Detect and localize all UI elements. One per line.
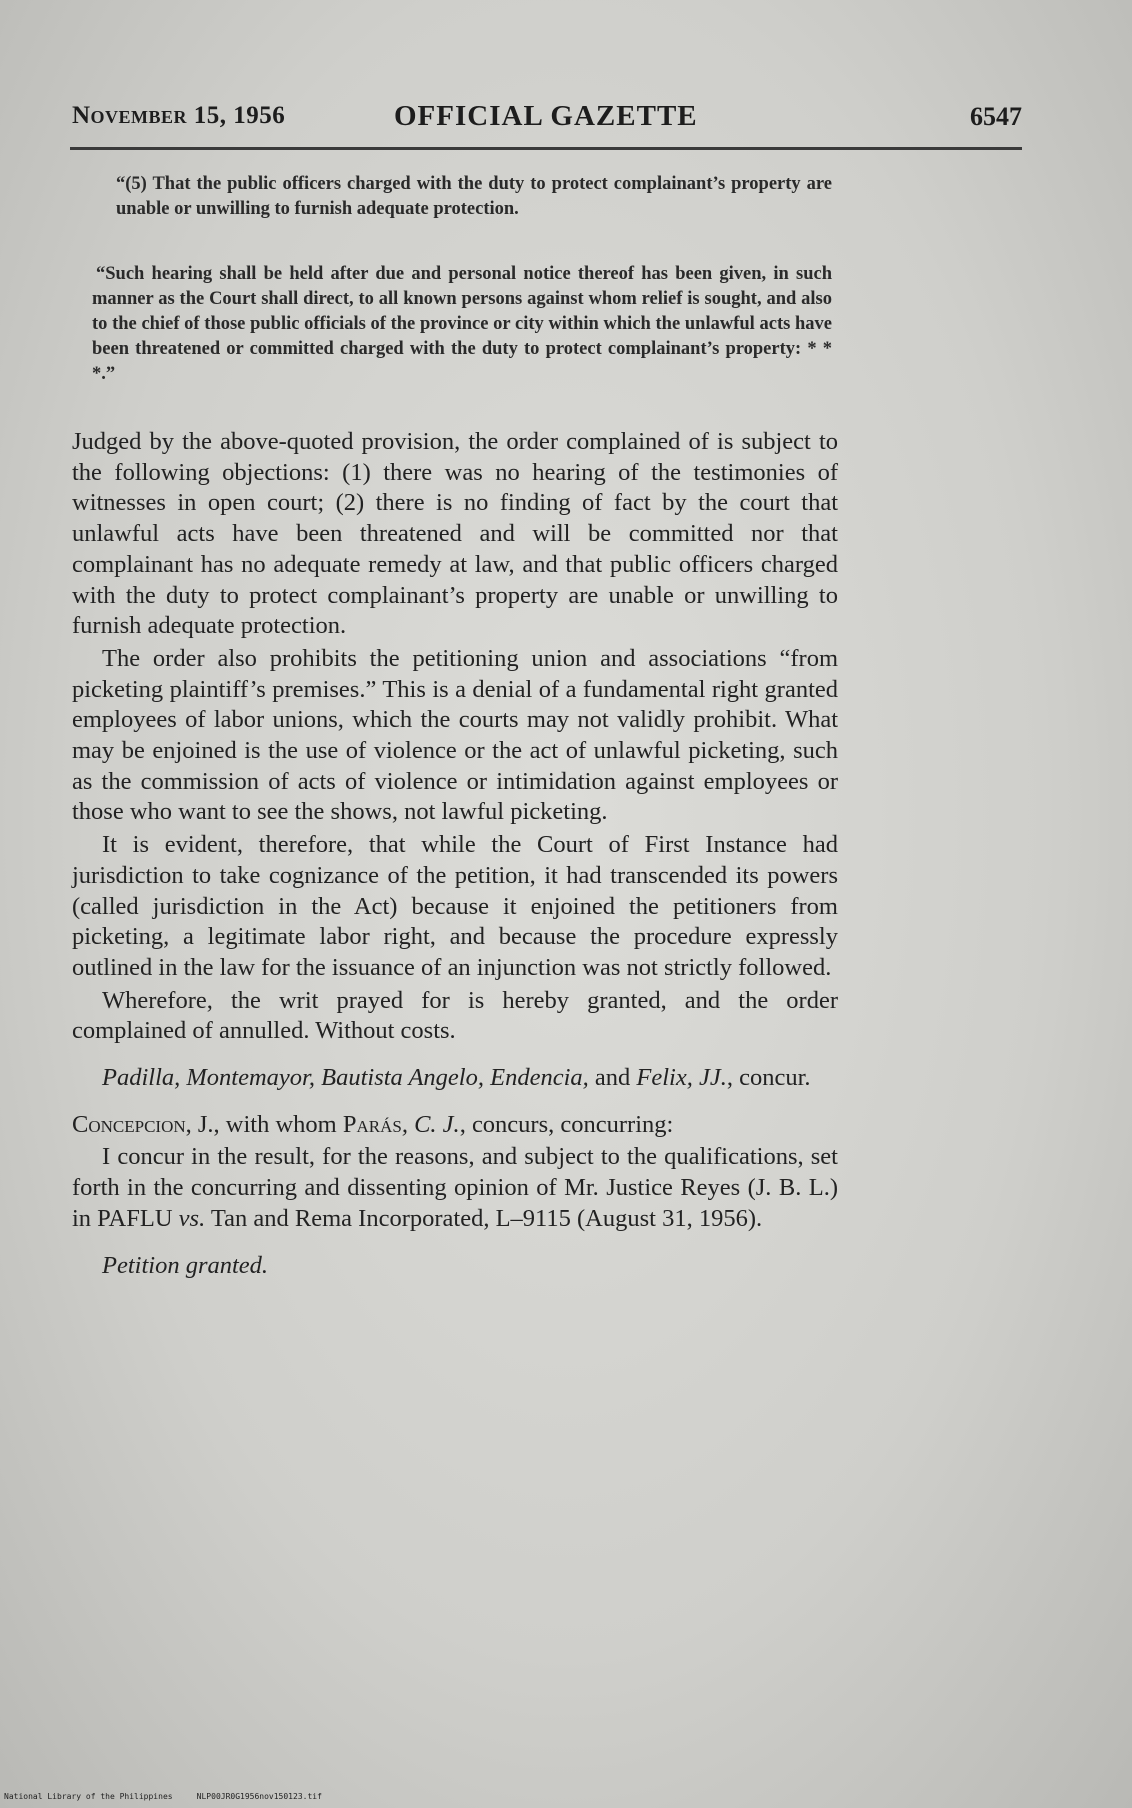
- scan-footer: [4, 1792, 604, 1801]
- quoted-provision-5: “(5) That the public officers charged with the duty to protect complainant’s property are unable or unwilling to furnish adequate protection.: [116, 174, 832, 219]
- quoted-hearing-clause: “Such hearing shall be held after due and personal notice thereof has been given, in such manner as the Court shall direct, to all known persons against whom relief is sought, and also to the chief of those public officials of the province or city within which the unlawful acts have been threatened or committed charged with the duty to protect complainant’s property: * * *.”: [92, 264, 832, 384]
- paras-name: Parás: [342, 1110, 402, 1138]
- concurring-names-2: Felix, JJ.: [636, 1064, 727, 1092]
- disposition: Petition granted.: [102, 1251, 269, 1279]
- header-title: OFFICIAL GAZETTE: [394, 100, 698, 132]
- concurrence-text-b: Tan and Rema Incorporated, L–9115 (August 31, 1956).: [205, 1204, 763, 1232]
- concepcion-tail: , concurs, concurring:: [459, 1110, 674, 1138]
- footer-library: National Library of the Philippines: [4, 1792, 173, 1801]
- paragraph-concurrence: [72, 1142, 838, 1234]
- footer-file: NLP00JR0G1956nov150123.tif: [196, 1792, 322, 1801]
- header-page-number: 6547: [970, 102, 1022, 131]
- chief-justice: , C. J.: [401, 1110, 460, 1138]
- header-date: November 15, 1956: [72, 102, 286, 129]
- concurrence-text-a: I concur in the result, for the reasons, and subject to the qualifications, set forth in the concurring and dissenting opinion of Mr. Justice Reyes (J. B. L.) in PAFLU: [72, 1143, 838, 1232]
- concepcion-name: Concepcion: [72, 1110, 186, 1138]
- concurring-tail: , concur.: [726, 1064, 811, 1092]
- page-header: [72, 102, 1022, 142]
- versus: vs.: [178, 1204, 206, 1232]
- concurring-and: and: [588, 1064, 637, 1092]
- paragraph-picketing: The order also prohibits the petitioning union and associations “from picketing plaintiff’s premises.” This is a denial of a fundamental right granted employees of labor unions, which the courts may not validly prohibit. What may be enjoined is the use of violence or the act of unlawful picketing, such as the commission of acts of violence or intimidation against employees or those who want to see the shows, not lawful picketing.: [72, 644, 838, 826]
- concurring-names: Padilla, Montemayor, Bautista Angelo, Endencia,: [102, 1064, 589, 1092]
- paragraph-objections: Judged by the above-quoted provision, the order complained of is subject to the following objections: (1) there was no hearing of the testimonies of witnesses in open court; (2) there is no finding of fact by the court that unlawful acts have been threatened and will be committed nor that complainant has no adequate remedy at law, and that public officers charged with the duty to protect complainant’s property are unable or unwilling to furnish adequate protection.: [72, 428, 838, 640]
- concurring-justices: [72, 1063, 838, 1094]
- concepcion-mid: , J., with whom: [185, 1110, 343, 1138]
- paragraph-jurisdiction: It is evident, therefore, that while the Court of First Instance had jurisdiction to take cognizance of the petition, it had transcended its powers (called jurisdiction in the Act) because it enjoined the petitioners from picketing, a legitimate labor right, and because the procedure expressly outlined in the law for the issuance of an injunction was not strictly followed.: [72, 831, 838, 981]
- header-rule: [70, 147, 1022, 150]
- concepcion-heading: [72, 1110, 838, 1141]
- decision-body: [72, 427, 838, 1283]
- paragraph-wherefore: Wherefore, the writ prayed for is hereby granted, and the order complained of annulled. Without costs.: [72, 986, 838, 1045]
